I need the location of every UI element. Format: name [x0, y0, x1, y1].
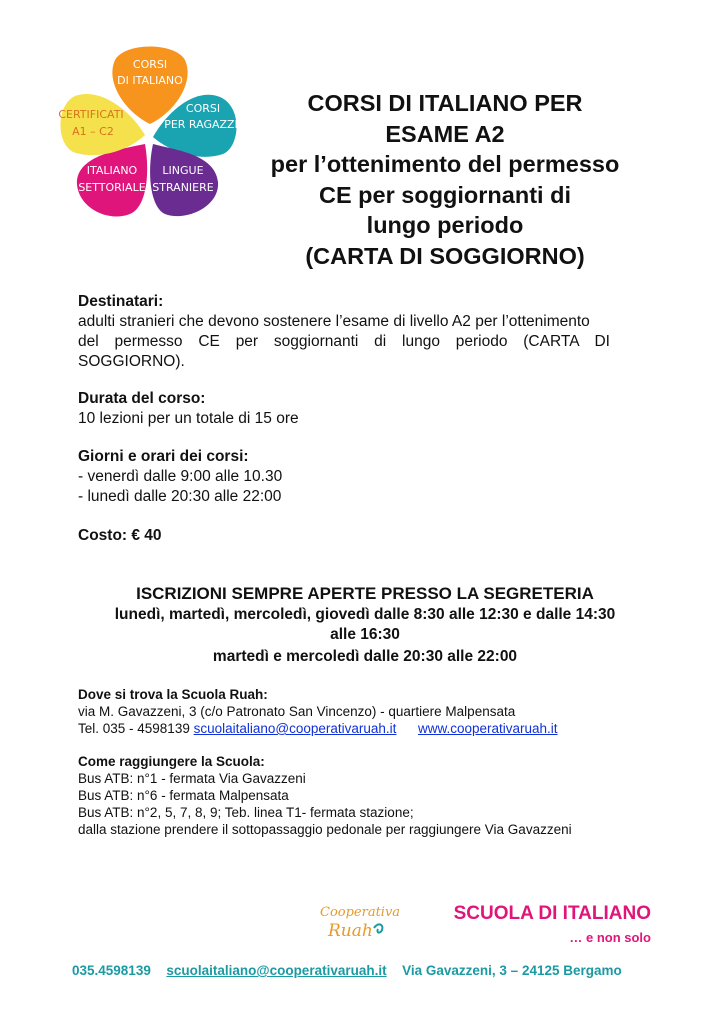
come-section [78, 753, 658, 838]
dove-contacts [78, 720, 658, 737]
document-title [240, 88, 650, 271]
iscrizioni-line: alle 16:30 [330, 626, 400, 643]
giorni-section [78, 447, 652, 507]
giorni-label: Giorni e orari dei corsi: [78, 448, 249, 465]
come-line: Bus ATB: n°6 - fermata Malpensata [78, 788, 289, 803]
iscrizioni-section [78, 583, 652, 667]
giorni-item: - venerdì dalle 9:00 alle 10.30 [78, 468, 283, 485]
iscrizioni-line: martedì e mercoledì dalle 20:30 alle 22:00 [212, 648, 518, 665]
email-link[interactable]: scuolaitaliano@cooperativaruah.it [193, 721, 397, 736]
durata-label: Durata del corso: [78, 390, 206, 407]
title-line: lungo periodo [366, 212, 524, 238]
petal-label: CERTIFICATI [58, 108, 124, 121]
title-line: CORSI DI ITALIANO PER [307, 90, 583, 116]
destinatari-section [78, 292, 652, 372]
destinatari-text-line: adulti stranieri che devono sostenere l’esame di livello A2 per l’ottenimento [78, 313, 590, 330]
cooperativa-ruah-logo [318, 900, 401, 946]
petal-label: CORSI [132, 58, 168, 71]
dove-label: Dove si trova la Scuola Ruah: [78, 687, 268, 702]
footer-address: Via Gavazzeni, 3 – 24125 Bergamo [402, 963, 622, 978]
coop-logo-text: Cooperativa [320, 905, 401, 920]
destinatari-text-line: SOGGIORNO). [78, 353, 185, 370]
school-logo [55, 42, 245, 222]
durata-section [78, 389, 652, 429]
iscrizioni-heading: ISCRIZIONI SEMPRE APERTE PRESSO LA SEGRETERIA [136, 584, 594, 603]
title-line: CE per soggiornanti di [319, 181, 571, 208]
footer-email-link[interactable]: scuolaitaliano@cooperativaruah.it [166, 963, 387, 978]
come-line: Bus ATB: n°2, 5, 7, 8, 9; Teb. linea T1- fermata stazione; [78, 805, 414, 820]
petal-label: DI ITALIANO [117, 74, 183, 87]
durata-value: 10 lezioni per un totale di 15 ore [78, 410, 299, 427]
come-label: Come raggiungere la Scuola: [78, 754, 265, 769]
petal-label: ITALIANO [86, 164, 138, 177]
come-line: dalla stazione prendere il sottopassaggio pedonale per raggiungere Via Gavazzeni [78, 822, 572, 837]
wave-icon [374, 924, 382, 932]
giorni-item: - lunedì dalle 20:30 alle 22:00 [78, 488, 282, 505]
petal-label: SETTORIALE [78, 181, 146, 194]
school-name: SCUOLA DI ITALIANO [453, 903, 651, 924]
petal-label: A1 – C2 [72, 125, 114, 138]
dove-section [78, 686, 658, 737]
petal-label: PER RAGAZZI [164, 118, 238, 131]
title-line: per l’ottenimento del permesso [270, 151, 620, 177]
costo-text: Costo: € 40 [78, 527, 162, 544]
title-line: (CARTA DI SOGGIORNO) [305, 242, 585, 269]
iscrizioni-line: lunedì, martedì, mercoledì, giovedì dalle 8:30 alle 12:30 e dalle 14:30 [114, 606, 616, 623]
coop-logo-text: Ruah [328, 921, 373, 941]
website-link[interactable]: www.cooperativaruah.it [417, 721, 558, 736]
destinatari-label: Destinatari: [78, 293, 164, 310]
footer-contacts [72, 963, 652, 978]
dove-tel: Tel. 035 - 4598139 [78, 721, 190, 736]
footer-phone: 035.4598139 [72, 963, 151, 978]
come-line: Bus ATB: n°1 - fermata Via Gavazzeni [78, 771, 306, 786]
dove-address: via M. Gavazzeni, 3 (c/o Patronato San Vincenzo) - quartiere Malpensata [78, 704, 516, 719]
destinatari-text-line: del permesso CE per soggiornanti di lungo periodo (CARTA DI [78, 333, 610, 350]
petal-label: STRANIERE [152, 181, 214, 194]
school-tagline: … e non solo [569, 930, 651, 945]
petal-label: CORSI [185, 102, 221, 115]
costo-section [78, 526, 652, 546]
petal-label: LINGUE [162, 164, 204, 177]
title-line: ESAME A2 [385, 120, 505, 147]
